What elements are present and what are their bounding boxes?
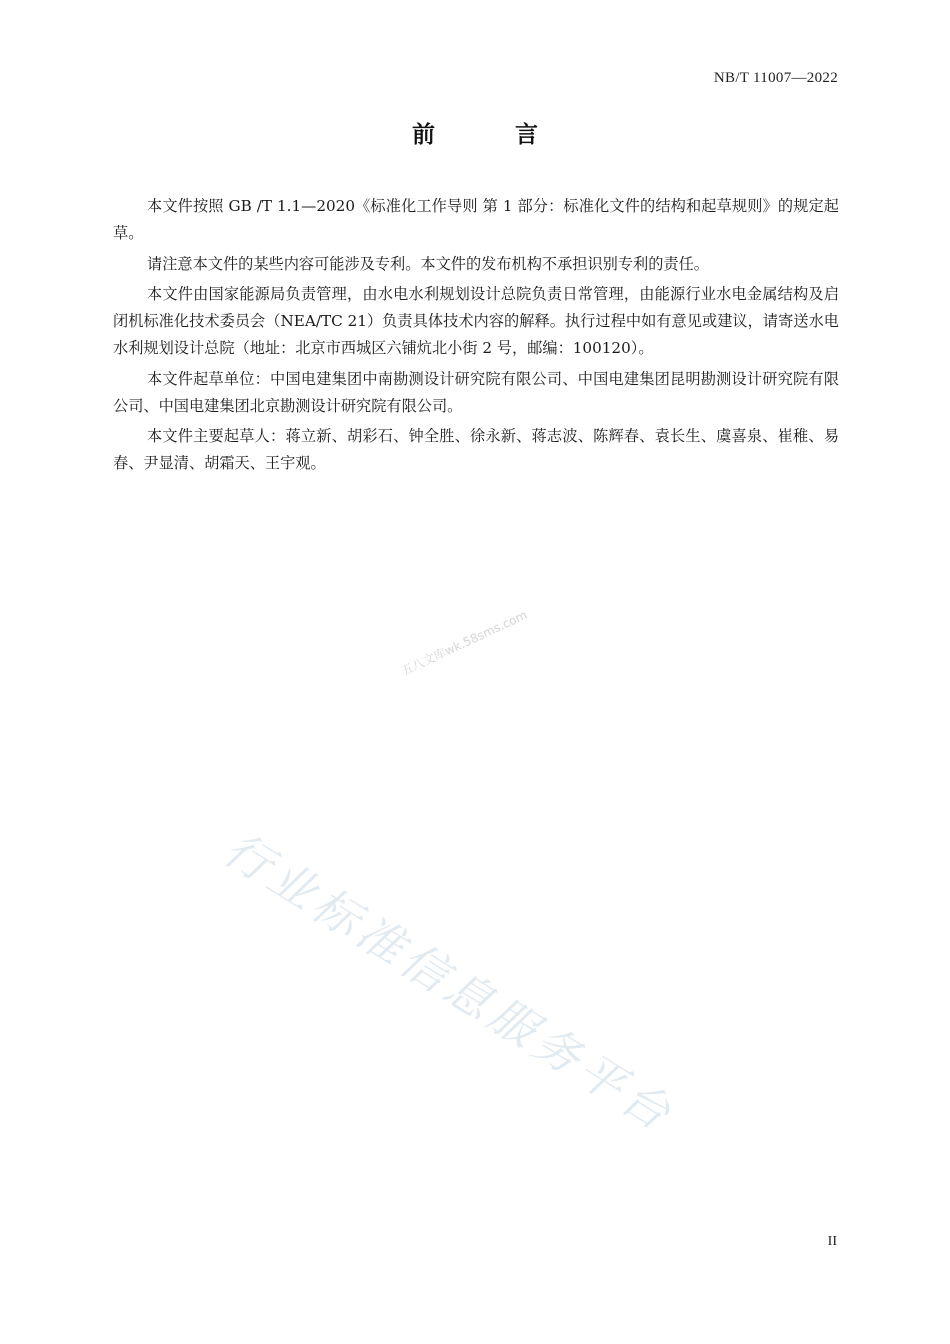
paragraph-drafting-units: 本文件起草单位：中国电建集团中南勘测设计研究院有限公司、中国电建集团昆明勘测设计研究院有限公司、中国电建集团北京勘测设计研究院有限公司。 bbox=[113, 369, 839, 415]
paragraph-patent-notice: 请注意本文件的某些内容可能涉及专利。本文件的发布机构不承担识别专利的责任。 bbox=[147, 254, 709, 273]
document-code: NB/T 11007—2022 bbox=[713, 70, 838, 86]
paragraph-drafters: 本文件主要起草人：蒋立新、胡彩石、钟全胜、徐永新、蒋志波、陈辉春、袁长生、虞喜泉、崔稚、易春、尹显清、胡霜天、王宇观。 bbox=[113, 427, 839, 473]
foreword-body bbox=[113, 193, 839, 481]
paragraph-drafting-rules: 本文件按照 GB /T 1.1—2020《标准化工作导则 第 1 部分：标准化文件的结构和起草规则》的规定起草。 bbox=[113, 197, 839, 242]
watermark-site: 五八文库wk.58sms.com bbox=[398, 607, 530, 679]
paragraph-management: 本文件由国家能源局负责管理，由水电水利规划设计总院负责日常管理，由能源行业水电金属结构及启闭机标准化技术委员会（NEA/TC 21）负责具体技术内容的解释。执行过程中如有意见或建议，请寄送水电水利规划设计总院（地址：北京市西城区六铺炕北小街 2 号，邮编：100120）。 bbox=[113, 285, 839, 357]
watermark-platform: 行业标准信息服务平台 bbox=[214, 821, 685, 1143]
page-number: II bbox=[827, 1234, 837, 1249]
page-title: 前 言 bbox=[411, 122, 574, 148]
